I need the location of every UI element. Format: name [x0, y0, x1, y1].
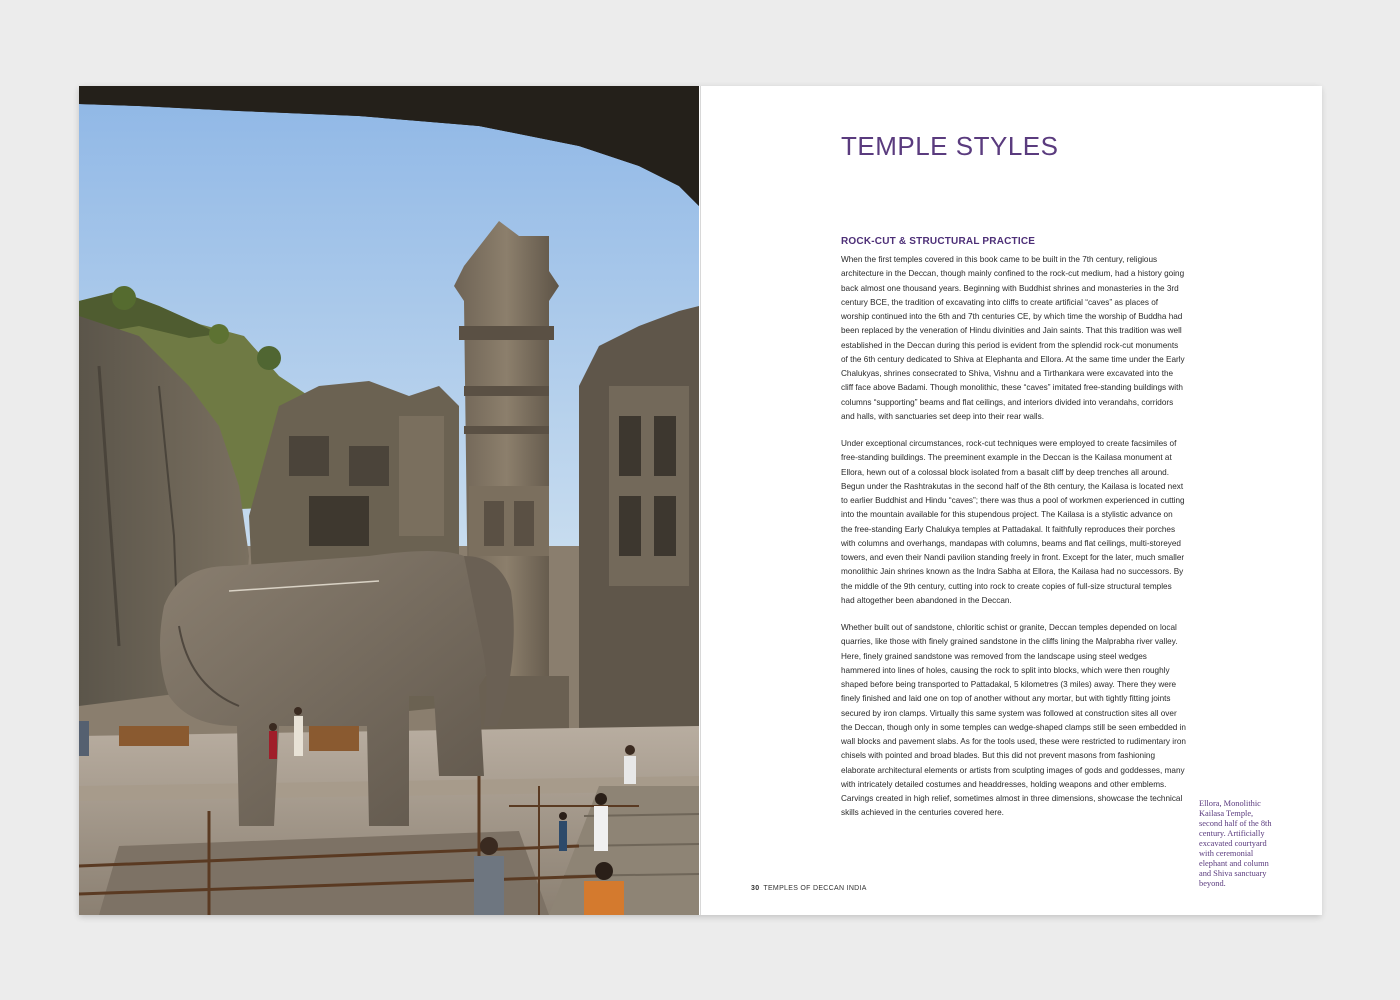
- photo-page: [79, 86, 699, 915]
- body-paragraph: When the first temples covered in this book came to be built in the 7th century, religious architecture in the Deccan, though mainly confined to the rock-cut medium, had a history going back almost one thousand years. Beginning with Buddhist shrines and monasteries in the 3rd century BCE, the tradition of excavating into cliffs to create artificial “caves” as places of worship continued into the 6th and 7th centuries CE, by which time the worship of Buddha had been replaced by the veneration of Hindu divinities and Jain saints. That this tradition was well established in the Deccan during this period is evident from the splendid rock-cut monuments of the 6th century dedicated to Shiva at Elephanta and Ellora. At the same time under the Early Chalukyas, shrines consecrated to Shiva, Vishnu and a Tirthankara were excavated into the cliff face above Badami. Though monolithic, these “caves” imitated free-standing buildings with columns “supporting” beams and flat ceilings, and interiors divided into verandahs, corridors and halls, with sanctuaries set deep into their rear walls.: [841, 255, 1185, 421]
- text-page: [700, 86, 1322, 915]
- section-heading: ROCK-CUT & STRUCTURAL PRACTICE: [841, 236, 1036, 247]
- folio: [751, 885, 867, 892]
- page-number: 30: [751, 885, 760, 892]
- body-text: [841, 253, 1186, 834]
- body-paragraph: Under exceptional circumstances, rock-cut techniques were employed to create facsimiles of free-standing buildings. The preeminent example in the Deccan is the Kailasa monument at Ellora, hewn out of a colossal block isolated from a basalt cliff by deep trenches all around. Begun under the Rashtrakutas in the second half of the 8th century, the Kailasa is located next to earlier Buddhist and Hindu “caves”; there was thus a pool of workmen experienced in cutting into the mountain available for this stupendous project. The Kailasa is a stylistic advance on the free-standing Early Chalukya temples at Pattadakal. It faithfully reproduces their porches with columns and overhangs, mandapas with columns, beams and flat ceilings, multi-storeyed towers, and even their Nandi pavilion standing freely in front. Except for the later, much smaller monolithic Jain shrines known as the Indra Sabha at Ellora, the Kailasa had no successors. By the middle of the 9th century, cutting into rock to create copies of full-size structural temples had altogether been abandoned in the Deccan.: [841, 439, 1185, 605]
- book-spread: [79, 86, 1321, 915]
- page-title: TEMPLE STYLES: [841, 131, 1059, 161]
- running-title: TEMPLES OF DECCAN INDIA: [763, 885, 867, 892]
- kailasa-temple-photo: [79, 86, 699, 915]
- photo-caption: Ellora, Monolithic Kailasa Temple, second half of the 8th century. Artificially excavated courtyard with ceremonial elephant and column and Shiva sanctuary beyond.: [1199, 799, 1272, 888]
- body-paragraph: Whether built out of sandstone, chloritic schist or granite, Deccan temples depended on local quarries, like those with finely grained sandstone in the cliffs lining the Malprabha river valley. Here, finely grained sandstone was removed from the landscape using steel wedges hammered into lines of holes, causing the rock to split into blocks, which were then roughly shaped before being transported to Pattadakal, 5 kilometres (3 miles) away. There they were finely finished and laid one on top of another without any mortar, but with tightly fitting joints secured by iron clamps. Virtually this same system was followed at construction sites all over the Deccan, though only in some temples can wedge-shaped clamps still be seen embedded in wall blocks and pavement slabs. As for the tools used, these were restricted to rudimentary iron chisels with pointed and broad blades. But this did not prevent masons from fashioning elaborate architectural elements or artists from sculpting images of gods and goddesses, many with intricately detailed costumes and headdresses, holding weapons and other emblems. Carvings created in high relief, sometimes almost in three dimensions, showcase the technical skills achieved in the centuries covered here.: [841, 623, 1186, 818]
